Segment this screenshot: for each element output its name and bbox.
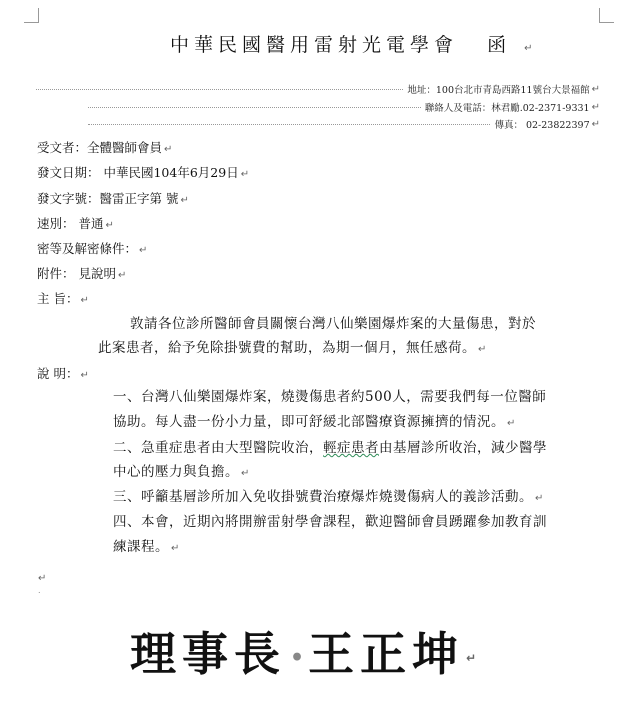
paragraph-mark-icon: ↵	[164, 144, 173, 155]
item-text: 練課程。	[113, 539, 169, 555]
contact: 聯絡人及電話：林君勵.02-2371-9331	[424, 103, 590, 114]
paragraph-mark-icon: ↵	[507, 418, 516, 429]
empty-paragraph	[36, 566, 46, 585]
speed-row	[37, 214, 114, 232]
confidentiality: 密等及解密條件：	[37, 241, 138, 256]
paragraph-mark-icon: ↵	[80, 295, 89, 306]
paragraph-mark-icon: ↵	[591, 101, 600, 113]
item-2-line-2	[113, 460, 250, 486]
paragraph-mark-icon: ↵	[171, 543, 180, 554]
subject-line-2	[98, 336, 487, 362]
item-1-line-1	[113, 385, 546, 409]
signature-title: 理事長	[130, 627, 286, 681]
item-text: 二、急重症患者由大型醫院收治，	[113, 440, 323, 456]
paragraph-mark-icon: ↵	[241, 468, 250, 479]
leader-dots	[36, 89, 403, 90]
ref-no: 發文字號：醫雷正字第 號	[37, 191, 179, 206]
paragraph-mark-icon: ↵	[591, 83, 600, 95]
item-text: 中心的壓力與負擔。	[113, 464, 239, 480]
ref-no-row	[37, 189, 189, 207]
item-text: 協助。每人盡一份小力量，即可舒緩北部醫療資源擁擠的情況。	[113, 414, 505, 430]
paragraph-mark-icon: ↵	[139, 245, 148, 256]
signature-name: 王正坤	[308, 627, 465, 681]
paragraph-mark-icon: ↵	[38, 573, 47, 584]
spellcheck-flagged-text: 輕症患者	[323, 440, 379, 456]
item-text: 由基層診所收治，減少醫學	[379, 440, 547, 456]
subject-label: 主 旨：	[37, 291, 79, 306]
address-line	[36, 82, 600, 96]
signature-block	[130, 618, 482, 684]
contact-line	[88, 100, 600, 114]
paragraph-mark-icon: ↵	[117, 270, 127, 281]
speed: 速別： 普通	[37, 216, 104, 231]
paragraph-mark-icon: ↵	[105, 220, 114, 231]
doc-type: 函	[487, 34, 512, 56]
paragraph-mark-icon: ↵	[535, 493, 544, 504]
item-text: 三、呼籲基層診所加入免收掛號費治療爆炸燒燙傷病人的義診活動。	[113, 489, 533, 505]
paragraph-mark-icon: ↵	[80, 370, 89, 381]
paragraph-mark-icon: ↵	[466, 651, 483, 665]
org-name: 中華民國醫用雷射光電學會	[170, 34, 459, 56]
leader-dots	[88, 124, 490, 125]
paragraph-mark-icon: ↵	[524, 43, 538, 54]
explanation-label: 說 明：	[37, 366, 79, 381]
page-corner-top-left	[24, 8, 39, 23]
confidentiality-row	[37, 239, 147, 257]
date-row	[37, 163, 249, 181]
item-text: 一、台灣八仙樂園爆炸案，燒燙傷患者約500人，需要我們每一位醫師	[113, 389, 547, 405]
recipient: 受文者：全體醫師會員	[37, 140, 163, 155]
item-text: 四、本會，近期內將開辦雷射學會課程，歡迎醫師會員踴躍參加教育訓	[113, 514, 547, 530]
issue-date: 發文日期： 中華民國104年6月29日	[37, 165, 239, 180]
paragraph-mark-icon: ↵	[478, 344, 487, 355]
fax-line	[88, 117, 600, 131]
leader-dots	[88, 107, 421, 108]
subject-line-1	[130, 312, 536, 336]
document-title	[170, 30, 538, 57]
attachment: 附件： 見說明	[37, 266, 116, 281]
separator-dot: •	[290, 645, 305, 671]
item-1-line-2	[113, 410, 516, 436]
item-4-line-1	[113, 510, 547, 534]
item-2-line-1	[113, 436, 547, 460]
fax: 傳真： 02-23822397	[494, 120, 590, 131]
item-3	[113, 485, 544, 511]
subject-label-row	[37, 289, 89, 307]
paragraph-mark-icon: ↵	[591, 118, 600, 130]
page-corner-top-right	[599, 8, 614, 23]
address: 地址：100台北市青島西路11號台大景福館	[407, 85, 590, 96]
attachment-row	[37, 264, 126, 282]
subject-text: 敦請各位診所醫師會員關懷台灣八仙樂園爆炸案的大量傷患，對於	[130, 316, 536, 332]
item-4-line-2	[113, 535, 180, 561]
explanation-label-row	[37, 364, 89, 382]
empty-paragraph-dot: .	[38, 586, 41, 595]
paragraph-mark-icon: ↵	[240, 169, 250, 180]
subject-text: 此案患者，給予免除掛號費的幫助，為期一個月，無任感荷。	[98, 340, 476, 356]
recipient-row	[37, 138, 172, 156]
paragraph-mark-icon: ↵	[180, 195, 189, 206]
